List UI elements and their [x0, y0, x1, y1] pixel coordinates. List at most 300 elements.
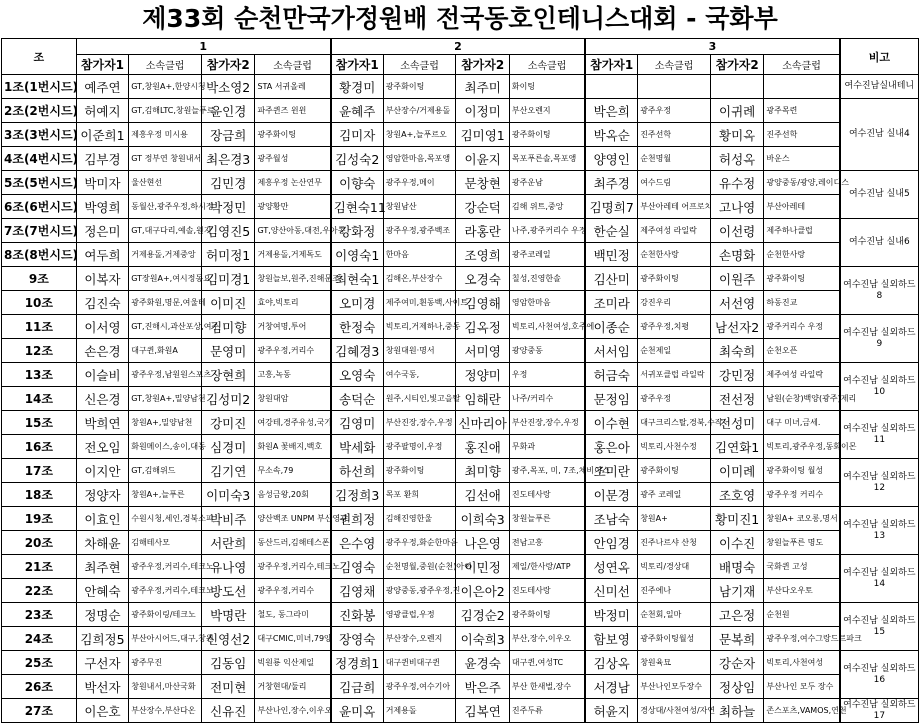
- group-label: 5조(5번시드): [2, 171, 77, 195]
- participant-name: 이효인: [76, 507, 129, 531]
- club-name: 부산아레테 어프로치: [638, 195, 711, 219]
- group-label: 11조: [2, 315, 77, 339]
- club-name: 부산나인,장수,이우오: [255, 699, 331, 723]
- participant-name: 이향숙: [331, 171, 384, 195]
- participant-name: 오영숙: [331, 363, 384, 387]
- court-memo: 여수진남 실내6: [840, 219, 919, 267]
- club-name: 우정: [509, 363, 585, 387]
- participant-name: 유나영: [201, 555, 255, 579]
- participant-name: 서미영: [456, 339, 510, 363]
- club-name: 광주 코레일: [638, 483, 711, 507]
- club-column-header: 소속클럽: [383, 55, 456, 75]
- club-name: 창원내서,마산국화: [129, 675, 202, 699]
- participant-name: 서선영: [710, 291, 764, 315]
- participant-name: 김영진5: [201, 219, 255, 243]
- group-row: [2, 123, 919, 147]
- club-name: 울산현선: [129, 171, 202, 195]
- group-label: 20조: [2, 531, 77, 555]
- team-header-1: 1: [76, 39, 330, 55]
- club-name: 김해진영한울: [383, 507, 456, 531]
- club-name: 영암한마음,목포앵: [383, 147, 456, 171]
- club-name: 양산백조 UNPM 부산영광: [255, 507, 331, 531]
- club-name: 제주여미,흰동백,사이트: [383, 291, 456, 315]
- participant-name: 박정미: [585, 603, 638, 627]
- participant-name: 이숙희3: [456, 627, 510, 651]
- participant-name: 허윤지: [585, 699, 638, 723]
- club-name: 부산 한새벌,장수: [509, 675, 585, 699]
- club-name: 바운스: [764, 147, 840, 171]
- club-name: 광주운남: [509, 171, 585, 195]
- group-label: 22조: [2, 579, 77, 603]
- participant-name: 이종순: [585, 315, 638, 339]
- club-name: 광주화원,명문,여울테: [129, 291, 202, 315]
- club-name: 진주나르샤 산청: [638, 531, 711, 555]
- club-name: 대구퀸,여성TC: [509, 651, 585, 675]
- club-name: 순천오픈: [764, 339, 840, 363]
- court-memo: 여수진남 실내4: [840, 99, 919, 171]
- participant-name: 임해란: [456, 387, 510, 411]
- court-memo: 여수진남 실외하드15: [840, 603, 919, 651]
- group-label: 14조: [2, 387, 77, 411]
- club-name: 서귀포클럽 라일락: [638, 363, 711, 387]
- group-label: 7조(7번시드): [2, 219, 77, 243]
- group-label: 9조: [2, 267, 77, 291]
- club-name: 나주,광주커리수 우정: [509, 219, 585, 243]
- group-label: 4조(4번시드): [2, 147, 77, 171]
- participant-name: 예주연: [76, 75, 129, 99]
- club-name: 하동진교: [764, 291, 840, 315]
- club-name: 제주여성 라일락: [764, 363, 840, 387]
- group-row: [2, 627, 919, 651]
- court-memo: 여수진남실내테니: [840, 75, 919, 99]
- participant-name: 이슬비: [76, 363, 129, 387]
- club-name: 광주화이팅: [509, 123, 585, 147]
- participant-name: 김상옥: [585, 651, 638, 675]
- participant-name: 김복연: [456, 699, 510, 723]
- participant-name: 오미경: [331, 291, 384, 315]
- participant-name: 정양자: [76, 483, 129, 507]
- participant-name: 남기재: [710, 579, 764, 603]
- club-column-header: 소속클럽: [255, 55, 331, 75]
- participant-name: 허미정1: [201, 243, 255, 267]
- group-label: 18조: [2, 483, 77, 507]
- club-name: GT,양산아동,대전,우아동: [255, 219, 331, 243]
- group-label: 15조: [2, 411, 77, 435]
- court-memo: 여수진남 실내5: [840, 171, 919, 219]
- club-name: 대구CMIC,미녀,79양: [255, 627, 331, 651]
- club-name: 광주우정,커리수: [255, 579, 331, 603]
- participant-name: 고은정: [710, 603, 764, 627]
- participant-name: 이미숙3: [201, 483, 255, 507]
- group-row: [2, 435, 919, 459]
- club-name: 대구 미녀,금세.: [764, 411, 840, 435]
- club-name: 광양중동/광양,레이디스: [764, 171, 840, 195]
- club-name: 부산오렌지: [509, 99, 585, 123]
- bracket-table: [1, 38, 919, 723]
- club-name: 부산나인모두장수: [638, 675, 711, 699]
- participant-name: 황경미: [331, 75, 384, 99]
- participant-name: 김기연: [201, 459, 255, 483]
- group-row: [2, 483, 919, 507]
- participant-name: 윤인경: [201, 99, 255, 123]
- club-name: 광주우정,커리수,테크노: [129, 555, 202, 579]
- participant-name: 손은경: [76, 339, 129, 363]
- club-name: 광주우정,커리수: [255, 339, 331, 363]
- participant-name: 하선희: [331, 459, 384, 483]
- participant-name: 이수현: [585, 411, 638, 435]
- participant-name: 김경순2: [456, 603, 510, 627]
- club-name: 광주코레일: [509, 243, 585, 267]
- participant-name: 김민경: [201, 171, 255, 195]
- club-name: 부산나인 모두 장수: [764, 675, 840, 699]
- participant-name: 허예지: [76, 99, 129, 123]
- participant-name: 조미라: [585, 291, 638, 315]
- participant-name: 전선정: [710, 387, 764, 411]
- club-name: 광주우정: [638, 99, 711, 123]
- participant-name: 문정임: [585, 387, 638, 411]
- participant-name: 최현숙1: [331, 267, 384, 291]
- club-name: 창원늘보,원주,진해문조: [255, 267, 331, 291]
- participant-name: 박선자: [76, 675, 129, 699]
- group-row: [2, 459, 919, 483]
- participant-name: 강순자: [710, 651, 764, 675]
- court-memo: 여수진남 실외하드14: [840, 555, 919, 603]
- club-name: 대구퀸비대구퀸: [383, 651, 456, 675]
- group-row: [2, 363, 919, 387]
- club-name: 여수드림: [638, 171, 711, 195]
- group-row: [2, 651, 919, 675]
- club-name: 순천명월: [638, 147, 711, 171]
- club-name: 화이팅: [509, 75, 585, 99]
- participant-name: 최주미: [456, 75, 510, 99]
- participant-name: 최주현: [76, 555, 129, 579]
- participant-name: 신은경: [76, 387, 129, 411]
- participant-name: 정상임: [710, 675, 764, 699]
- participant-name: 이은아2: [456, 579, 510, 603]
- participant-name: 이정미: [456, 99, 510, 123]
- club-name: 부산아레테: [764, 195, 840, 219]
- club-name: 대구퀸,화원A: [129, 339, 202, 363]
- club-name: 광양황만: [255, 195, 331, 219]
- participant-name: 조미란: [585, 459, 638, 483]
- participant-name: 서서임: [585, 339, 638, 363]
- club-name: 광양중동: [509, 339, 585, 363]
- club-name: 광주화이팅 월성: [764, 459, 840, 483]
- participant-name: 박세화: [331, 435, 384, 459]
- page-title: 제33회 순천만국가정원배 전국동호인테니스대회 - 국화부: [142, 4, 778, 33]
- participant-name: 최숙희: [710, 339, 764, 363]
- group-label: 10조: [2, 291, 77, 315]
- club-name: 거제용돌: [383, 699, 456, 723]
- participant-name: 정은미: [76, 219, 129, 243]
- participant-name: 양영인: [585, 147, 638, 171]
- group-label: 17조: [2, 459, 77, 483]
- participant-name: 김현숙11: [331, 195, 384, 219]
- participant-name: 허금숙: [585, 363, 638, 387]
- participant-name: 한순실: [585, 219, 638, 243]
- participant-name: 조영희: [456, 243, 510, 267]
- group-label: 27조: [2, 699, 77, 723]
- club-name: 광주커리수 우정: [764, 315, 840, 339]
- club-name: 광주화이팅월성: [638, 627, 711, 651]
- group-row: [2, 387, 919, 411]
- participant-name: 홍진애: [456, 435, 510, 459]
- club-name: 전남고흥: [509, 531, 585, 555]
- group-row: [2, 339, 919, 363]
- participant-name: 강순덕: [456, 195, 510, 219]
- club-name: 부산다오우토: [764, 579, 840, 603]
- participant-name: 한정숙: [331, 315, 384, 339]
- club-name: 무화과: [509, 435, 585, 459]
- participant-name: 이영숙1: [331, 243, 384, 267]
- club-name: GT,진해시,과산포상,여주: [129, 315, 202, 339]
- club-name: 제흥우정 논산연무: [255, 171, 331, 195]
- participant-name: 신영선2: [201, 627, 255, 651]
- participant-name: 김미영1: [456, 123, 510, 147]
- club-name: 목포 환희: [383, 483, 456, 507]
- participant-name: 김옥정: [456, 315, 510, 339]
- club-name: 빅토리,사천여성: [764, 651, 840, 675]
- group-row: [2, 315, 919, 339]
- club-name: 순천한사랑: [764, 243, 840, 267]
- club-name: 진도테사랑: [509, 483, 585, 507]
- club-name: 광주무진: [129, 651, 202, 675]
- club-name: 광주우정,여수기아: [383, 675, 456, 699]
- participant-name: 안임경: [585, 531, 638, 555]
- participant-name: 최하늘: [710, 699, 764, 723]
- club-column-header: 소속클럽: [129, 55, 202, 75]
- participant-name: 박영희: [76, 195, 129, 219]
- club-name: 거창현대/둘리: [255, 675, 331, 699]
- participant-name: 전오임: [76, 435, 129, 459]
- group-row: [2, 675, 919, 699]
- club-name: 제일/한사랑/ATP: [509, 555, 585, 579]
- participant-name: 김영채: [331, 579, 384, 603]
- club-name: 순천회,일마: [638, 603, 711, 627]
- club-name: 한마음: [383, 243, 456, 267]
- club-name: GT,창원A+,한양시청: [129, 75, 202, 99]
- club-name: 거제용돌,거제중앙: [129, 243, 202, 267]
- club-name: 창원A+: [638, 507, 711, 531]
- participant-name: 남선자2: [710, 315, 764, 339]
- participant-name: 신미선: [585, 579, 638, 603]
- participant-name: 문창현: [456, 171, 510, 195]
- participant-name: 황미옥: [710, 123, 764, 147]
- participant-name: 이복자: [76, 267, 129, 291]
- group-label: 19조: [2, 507, 77, 531]
- participant-name: 박은희: [585, 99, 638, 123]
- participant-name: 김연화1: [710, 435, 764, 459]
- court-memo: 여수진남 실외하드9: [840, 315, 919, 363]
- participant-name: 김혜경3: [331, 339, 384, 363]
- group-row: [2, 507, 919, 531]
- participant-name: 은수영: [331, 531, 384, 555]
- participant-name: 안혜숙: [76, 579, 129, 603]
- club-name: 광주화이팅: [255, 123, 331, 147]
- participant-name: 강민정: [710, 363, 764, 387]
- participant-name: 최미향: [456, 459, 510, 483]
- club-name: 고흥,녹동: [255, 363, 331, 387]
- participant-name: 라홍란: [456, 219, 510, 243]
- participant-column-header: 참가자2: [456, 55, 510, 75]
- participant-name: 박소영2: [201, 75, 255, 99]
- group-label: 23조: [2, 603, 77, 627]
- participant-name: 성연옥: [585, 555, 638, 579]
- club-name: 여수국동,: [383, 363, 456, 387]
- group-label: 3조(3번시드): [2, 123, 77, 147]
- participant-name: 박미자: [76, 171, 129, 195]
- participant-column-header: 참가자1: [76, 55, 129, 75]
- participant-name: 김진숙: [76, 291, 129, 315]
- club-name: 제주여성 라일락: [638, 219, 711, 243]
- participant-name: 신마리아: [456, 411, 510, 435]
- club-name: 빅토리,거제하나,중동: [383, 315, 456, 339]
- group-row: [2, 75, 919, 99]
- participant-name: 최은경3: [201, 147, 255, 171]
- club-name: 파주퀸즈 윈윈: [255, 99, 331, 123]
- group-label: 6조(6번시드): [2, 195, 77, 219]
- participant-name: 서란희: [201, 531, 255, 555]
- club-name: 빅토리,사천수정: [638, 435, 711, 459]
- group-label: 16조: [2, 435, 77, 459]
- club-name: 창원늘푸른: [509, 507, 585, 531]
- group-row: [2, 243, 919, 267]
- participant-name: 방도선: [201, 579, 255, 603]
- participant-name: 이미진: [201, 291, 255, 315]
- group-label: 24조: [2, 627, 77, 651]
- group-label: 1조(1번시드): [2, 75, 77, 99]
- club-name: 광주화이팅: [764, 267, 840, 291]
- participant-name: 장금희: [201, 123, 255, 147]
- participant-name: 박비주: [201, 507, 255, 531]
- group-label: 25조: [2, 651, 77, 675]
- participant-name: 최주경: [585, 171, 638, 195]
- club-name: GT,김해LTC,창원늘푸르: [129, 99, 202, 123]
- club-name: 광양중동,광주우정,진: [383, 579, 456, 603]
- group-row: [2, 603, 919, 627]
- club-name: 광주화이링/테크노: [129, 603, 202, 627]
- club-name: 광주우정,치평: [638, 315, 711, 339]
- participant-name: 이준희1: [76, 123, 129, 147]
- club-name: 순천제일: [638, 339, 711, 363]
- club-column-header: 소속클럽: [509, 55, 585, 75]
- group-row: [2, 99, 919, 123]
- participant-column-header: 참가자1: [585, 55, 638, 75]
- team-header-3: 3: [585, 39, 839, 55]
- club-name: GT장원A+,여시정동요: [129, 267, 202, 291]
- participant-name: 백민정: [585, 243, 638, 267]
- group-column-header: 조: [2, 39, 77, 75]
- participant-name: 박정민: [201, 195, 255, 219]
- participant-name: 문복희: [710, 627, 764, 651]
- club-name: 광주화이팅: [383, 459, 456, 483]
- club-name: 원주,시티인,빛고을탈: [383, 387, 456, 411]
- club-name: 광주우정,광주백조: [383, 219, 456, 243]
- club-name: 효야,빅토리: [255, 291, 331, 315]
- club-name: 진주두류: [509, 699, 585, 723]
- club-name: 창원육묘: [638, 651, 711, 675]
- club-name: 빅토리,사천여성,호주에: [509, 315, 585, 339]
- participant-name: [710, 75, 764, 99]
- club-name: 동월산,광주우정,하시정: [129, 195, 202, 219]
- group-row: [2, 411, 919, 435]
- participant-name: 이문경: [585, 483, 638, 507]
- participant-name: 김명희7: [585, 195, 638, 219]
- club-name: 진도테사랑: [509, 579, 585, 603]
- group-row: [2, 171, 919, 195]
- participant-name: [585, 75, 638, 99]
- participant-name: 황미진1: [710, 507, 764, 531]
- court-memo: 여수진남 실외하드17: [840, 699, 919, 723]
- club-name: 광주목련: [764, 99, 840, 123]
- club-name: 광주우정,메이: [383, 171, 456, 195]
- court-memo: 여수진남 실외하드16: [840, 651, 919, 699]
- court-memo: 여수진남 실외하드11: [840, 411, 919, 459]
- participant-name: 홍은아: [585, 435, 638, 459]
- club-name: GT,대구다리,예솔,원지: [129, 219, 202, 243]
- participant-name: 서경남: [585, 675, 638, 699]
- participant-name: 심경미: [201, 435, 255, 459]
- group-row: [2, 699, 919, 723]
- participant-name: 이은호: [76, 699, 129, 723]
- club-name: [764, 75, 840, 99]
- club-name: 강진우리: [638, 291, 711, 315]
- group-label: 2조(2번시드): [2, 99, 77, 123]
- participant-name: 장영숙: [331, 627, 384, 651]
- club-name: 창원남산: [383, 195, 456, 219]
- club-name: 순천명월,중원(순천)아이: [383, 555, 456, 579]
- club-name: 화원A 꽃배지,백호: [255, 435, 331, 459]
- club-name: 진주선학: [638, 123, 711, 147]
- club-name: 광주우정 커리수: [764, 483, 840, 507]
- participant-name: 이윤지: [456, 147, 510, 171]
- participant-name: 박명란: [201, 603, 255, 627]
- club-name: STA 서귀올레: [255, 75, 331, 99]
- club-name: 빅토리,광주우정,동화이몬: [764, 435, 840, 459]
- participant-name: 고나영: [710, 195, 764, 219]
- club-name: 부산장수/거제용돌: [383, 99, 456, 123]
- club-name: 김해테사모: [129, 531, 202, 555]
- club-name: 부산아시어드,대구,창원: [129, 627, 202, 651]
- participant-name: 김미자: [331, 123, 384, 147]
- club-name: 부산진장,장수,우정: [509, 411, 585, 435]
- participant-name: 윤혜주: [331, 99, 384, 123]
- participant-name: 김부경: [76, 147, 129, 171]
- participant-name: 이수진: [710, 531, 764, 555]
- participant-name: 이미례: [710, 459, 764, 483]
- club-name: 철도, 동그라미: [255, 603, 331, 627]
- court-memo: 여수진남 실외하드10: [840, 363, 919, 411]
- club-name: 광주화이팅: [509, 603, 585, 627]
- group-label: 13조: [2, 363, 77, 387]
- club-name: 광주우정: [638, 387, 711, 411]
- participant-name: 차해윤: [76, 531, 129, 555]
- participant-name: 김미향: [201, 315, 255, 339]
- group-label: 21조: [2, 555, 77, 579]
- participant-name: 김미경1: [201, 267, 255, 291]
- group-row: [2, 555, 919, 579]
- participant-name: 정양미: [456, 363, 510, 387]
- club-name: GT,김해위드: [129, 459, 202, 483]
- participant-name: 김영해: [456, 291, 510, 315]
- participant-column-header: 참가자1: [331, 55, 384, 75]
- club-name: 남원(순창)백양(광주)제리: [764, 387, 840, 411]
- participant-name: 허성옥: [710, 147, 764, 171]
- participant-name: 박옥순: [585, 123, 638, 147]
- club-name: 김해온,부산장수: [383, 267, 456, 291]
- court-memo: 여수진남 실외하드12: [840, 459, 919, 507]
- club-column-header: 소속클럽: [638, 55, 711, 75]
